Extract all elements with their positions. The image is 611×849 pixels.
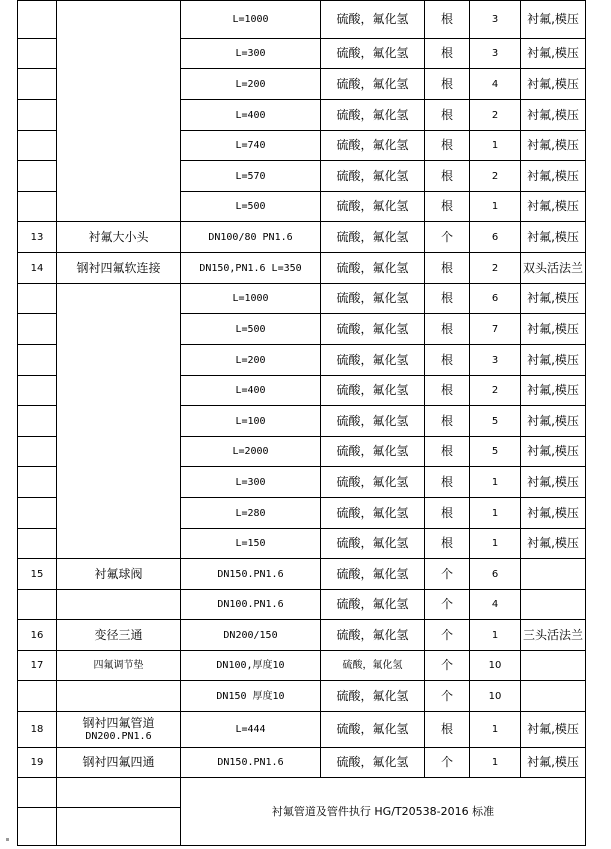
cell-remark: 衬氟,模压 [521,161,586,192]
cell-medium: 硫酸，氟化氢 [321,131,425,161]
cell-qty: 2 [470,253,521,284]
cell-qty: 10 [470,681,521,712]
cell-unit: 个 [425,590,470,620]
table-row [18,559,586,590]
cell-spec: L=1000 [181,284,321,314]
cell-unit: 根 [425,69,470,100]
empty-cell [18,808,57,846]
cell-no: 13 [18,222,57,253]
cell-unit: 个 [425,681,470,712]
cell-remark: 衬氟,模压 [521,222,586,253]
cell-unit: 个 [425,620,470,651]
cell-no: 17 [18,651,57,681]
cell-unit: 根 [425,131,470,161]
cell-remark: 衬氟,模压 [521,467,586,498]
cell-qty: 7 [470,314,521,345]
table-row [18,284,586,314]
cell-spec: L=500 [181,192,321,222]
cell-spec: L=200 [181,69,321,100]
cell-unit: 根 [425,406,470,437]
empty-cell [57,778,181,808]
cell-name: 衬氟球阀 [57,559,181,590]
cell-medium: 硫酸，氟化氢 [321,681,425,712]
margin-marker [6,838,9,841]
cell-spec: L=200 [181,345,321,376]
cell-no: 15 [18,559,57,590]
cell-unit: 根 [425,39,470,69]
cell-unit: 根 [425,437,470,467]
cell-no: 16 [18,620,57,651]
cell-remark: 双头活法兰 [521,253,586,284]
table-row [18,748,586,778]
cell-medium: 硫酸，氟化氢 [321,376,425,406]
cell-no [18,590,57,620]
cell-qty: 1 [470,712,521,748]
cell-medium: 硫酸，氟化氢 [321,498,425,529]
cell-spec: DN150,PN1.6 L=350 [181,253,321,284]
cell-remark [521,651,586,681]
cell-medium: 硫酸，氟化氢 [321,620,425,651]
cell-no [18,192,57,222]
cell-spec: L=300 [181,467,321,498]
cell-name [57,712,181,748]
table-row [18,1,586,39]
cell-remark: 衬氟,模压 [521,314,586,345]
cell-remark: 衬氟,模压 [521,192,586,222]
cell-unit: 根 [425,712,470,748]
cell-qty: 3 [470,345,521,376]
cell-qty: 3 [470,39,521,69]
cell-spec: L=1000 [181,1,321,39]
cell-remark: 衬氟,模压 [521,1,586,39]
cell-remark: 衬氟,模压 [521,498,586,529]
cell-unit: 根 [425,498,470,529]
cell-qty: 3 [470,1,521,39]
cell-no [18,529,57,559]
cell-remark: 三头活法兰 [521,620,586,651]
cell-name: 钢衬四氟软连接 [57,253,181,284]
cell-no [18,681,57,712]
cell-spec: L=570 [181,161,321,192]
cell-medium: 硫酸，氟化氢 [321,467,425,498]
empty-cell [57,808,181,846]
cell-remark: 衬氟,模压 [521,100,586,131]
cell-name [57,1,181,222]
cell-no [18,1,57,39]
cell-spec: L=2000 [181,437,321,467]
cell-unit: 根 [425,161,470,192]
cell-no [18,39,57,69]
cell-medium: 硫酸，氟化氢 [321,529,425,559]
cell-qty: 6 [470,559,521,590]
cell-medium: 硫酸，氟化氢 [321,100,425,131]
cell-qty: 2 [470,376,521,406]
cell-spec: L=400 [181,100,321,131]
cell-no [18,498,57,529]
table-row [18,590,586,620]
cell-no [18,131,57,161]
cell-remark: 衬氟,模压 [521,529,586,559]
cell-spec: L=280 [181,498,321,529]
cell-spec: DN150.PN1.6 [181,559,321,590]
cell-no [18,284,57,314]
cell-medium: 硫酸，氟化氢 [321,559,425,590]
cell-unit: 根 [425,253,470,284]
cell-unit: 根 [425,345,470,376]
cell-unit: 个 [425,748,470,778]
cell-unit: 根 [425,376,470,406]
footer-row [18,778,586,808]
name-line-2: DN200.PN1.6 [85,730,152,742]
cell-medium: 硫酸，氟化氢 [321,651,425,681]
cell-unit: 根 [425,314,470,345]
cell-medium: 硫酸，氟化氢 [321,69,425,100]
cell-unit: 根 [425,284,470,314]
cell-remark [521,681,586,712]
cell-qty: 5 [470,406,521,437]
cell-qty: 5 [470,437,521,467]
cell-spec: DN200/150 [181,620,321,651]
cell-name: 衬氟大小头 [57,222,181,253]
cell-remark: 衬氟,模压 [521,284,586,314]
cell-spec: L=100 [181,406,321,437]
cell-remark: 衬氟,模压 [521,712,586,748]
cell-unit: 根 [425,100,470,131]
cell-medium: 硫酸，氟化氢 [321,406,425,437]
cell-qty: 1 [470,529,521,559]
cell-unit: 根 [425,467,470,498]
cell-spec: DN100/80 PN1.6 [181,222,321,253]
cell-no [18,345,57,376]
cell-unit: 根 [425,192,470,222]
cell-medium: 硫酸，氟化氢 [321,345,425,376]
materials-table [17,0,586,846]
cell-qty: 1 [470,748,521,778]
table-row [18,681,586,712]
cell-qty: 6 [470,284,521,314]
cell-medium: 硫酸，氟化氢 [321,1,425,39]
cell-spec: DN100,厚度10 [181,651,321,681]
cell-no [18,100,57,131]
table-row [18,222,586,253]
cell-unit: 根 [425,1,470,39]
cell-medium: 硫酸，氟化氢 [321,192,425,222]
cell-medium: 硫酸，氟化氢 [321,284,425,314]
cell-remark: 衬氟,模压 [521,748,586,778]
cell-no: 18 [18,712,57,748]
cell-qty: 6 [470,222,521,253]
cell-medium: 硫酸，氟化氢 [321,712,425,748]
empty-cell [18,778,57,808]
cell-medium: 硫酸，氟化氢 [321,748,425,778]
cell-qty: 1 [470,131,521,161]
cell-spec: DN150.PN1.6 [181,748,321,778]
cell-no [18,406,57,437]
cell-unit: 根 [425,529,470,559]
table-row [18,253,586,284]
cell-qty: 2 [470,161,521,192]
cell-qty: 1 [470,467,521,498]
cell-spec: L=300 [181,39,321,69]
cell-qty: 2 [470,100,521,131]
cell-no [18,69,57,100]
cell-remark: 衬氟,模压 [521,437,586,467]
cell-remark: 衬氟,模压 [521,69,586,100]
cell-qty: 4 [470,69,521,100]
cell-medium: 硫酸，氟化氢 [321,39,425,69]
cell-no [18,161,57,192]
table-row [18,712,586,748]
cell-no [18,467,57,498]
cell-spec: DN100.PN1.6 [181,590,321,620]
cell-spec: DN150 厚度10 [181,681,321,712]
cell-name [57,681,181,712]
cell-no [18,376,57,406]
cell-remark: 衬氟,模压 [521,376,586,406]
cell-name [57,590,181,620]
cell-no: 19 [18,748,57,778]
cell-name: 四氟调节垫 [57,651,181,681]
cell-unit: 个 [425,651,470,681]
cell-medium: 硫酸，氟化氢 [321,222,425,253]
cell-no [18,437,57,467]
cell-unit: 个 [425,222,470,253]
cell-spec: L=740 [181,131,321,161]
cell-medium: 硫酸，氟化氢 [321,253,425,284]
cell-spec: L=400 [181,376,321,406]
cell-remark: 衬氟,模压 [521,345,586,376]
table-row [18,651,586,681]
cell-medium: 硫酸，氟化氢 [321,314,425,345]
cell-spec: L=150 [181,529,321,559]
cell-remark: 衬氟,模压 [521,39,586,69]
cell-unit: 个 [425,559,470,590]
cell-spec: L=500 [181,314,321,345]
cell-remark [521,590,586,620]
cell-medium: 硫酸，氟化氢 [321,437,425,467]
cell-remark: 衬氟,模压 [521,406,586,437]
table-row [18,620,586,651]
cell-spec: L=444 [181,712,321,748]
standard-note: 衬氟管道及管件执行 HG/T20538-2016 标准 [181,778,586,846]
materials-table-sheet [17,0,586,846]
cell-qty: 1 [470,192,521,222]
cell-qty: 1 [470,498,521,529]
cell-medium: 硫酸，氟化氢 [321,161,425,192]
name-line-1: 钢衬四氟管道 [82,715,155,730]
cell-qty: 10 [470,651,521,681]
cell-name: 钢衬四氟四通 [57,748,181,778]
cell-qty: 1 [470,620,521,651]
cell-no [18,314,57,345]
cell-name [57,284,181,559]
cell-remark [521,559,586,590]
cell-remark: 衬氟,模压 [521,131,586,161]
cell-no: 14 [18,253,57,284]
cell-qty: 4 [470,590,521,620]
cell-medium: 硫酸，氟化氢 [321,590,425,620]
cell-name: 变径三通 [57,620,181,651]
